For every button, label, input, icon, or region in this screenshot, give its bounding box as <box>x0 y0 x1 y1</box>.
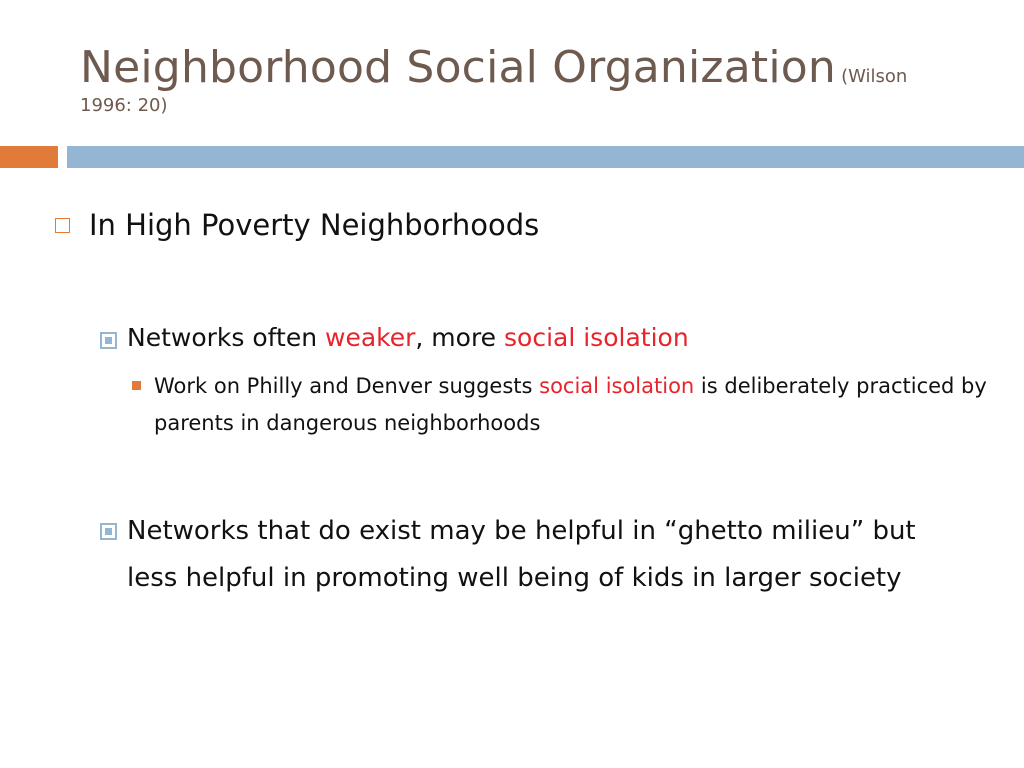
bullet-networks-helpful-text: Networks that do exist may be helpful in “ghetto milieu” but less helpful in promoting well being of kids in larger society <box>127 516 916 593</box>
highlight-social-isolation: social isolation <box>539 374 695 398</box>
title-text: Neighborhood Social Organization <box>80 42 836 93</box>
bullet-networks-helpful <box>100 508 960 602</box>
boxed-square-icon <box>100 523 117 540</box>
bullet-networks-weaker <box>100 319 980 357</box>
accent-bar-blue <box>67 146 1024 168</box>
slide-title <box>80 42 980 116</box>
text-part: Work on Philly and Denver suggests <box>154 374 540 398</box>
bullet-level1-text: In High Poverty Neighborhoods <box>89 208 540 242</box>
text-part: Networks often <box>127 323 325 352</box>
hollow-square-icon <box>55 218 70 233</box>
bullet-level1 <box>55 208 539 242</box>
bullet-philly-denver-text <box>154 368 992 442</box>
citation-part1: (Wilson <box>841 66 908 87</box>
text-part: , more <box>415 323 505 352</box>
accent-bar-orange <box>0 146 58 168</box>
highlight-weaker: weaker <box>325 323 416 352</box>
citation-part2: 1996: 20) <box>80 94 168 116</box>
text-part: is deliberately practiced by parents in dangerous neighborhoods <box>154 374 987 435</box>
filled-square-icon <box>132 381 141 390</box>
highlight-social-isolation: social isolation <box>504 323 689 352</box>
boxed-square-icon <box>100 332 117 349</box>
bullet-philly-denver <box>132 368 992 442</box>
bullet-networks-weaker-text <box>127 319 689 357</box>
